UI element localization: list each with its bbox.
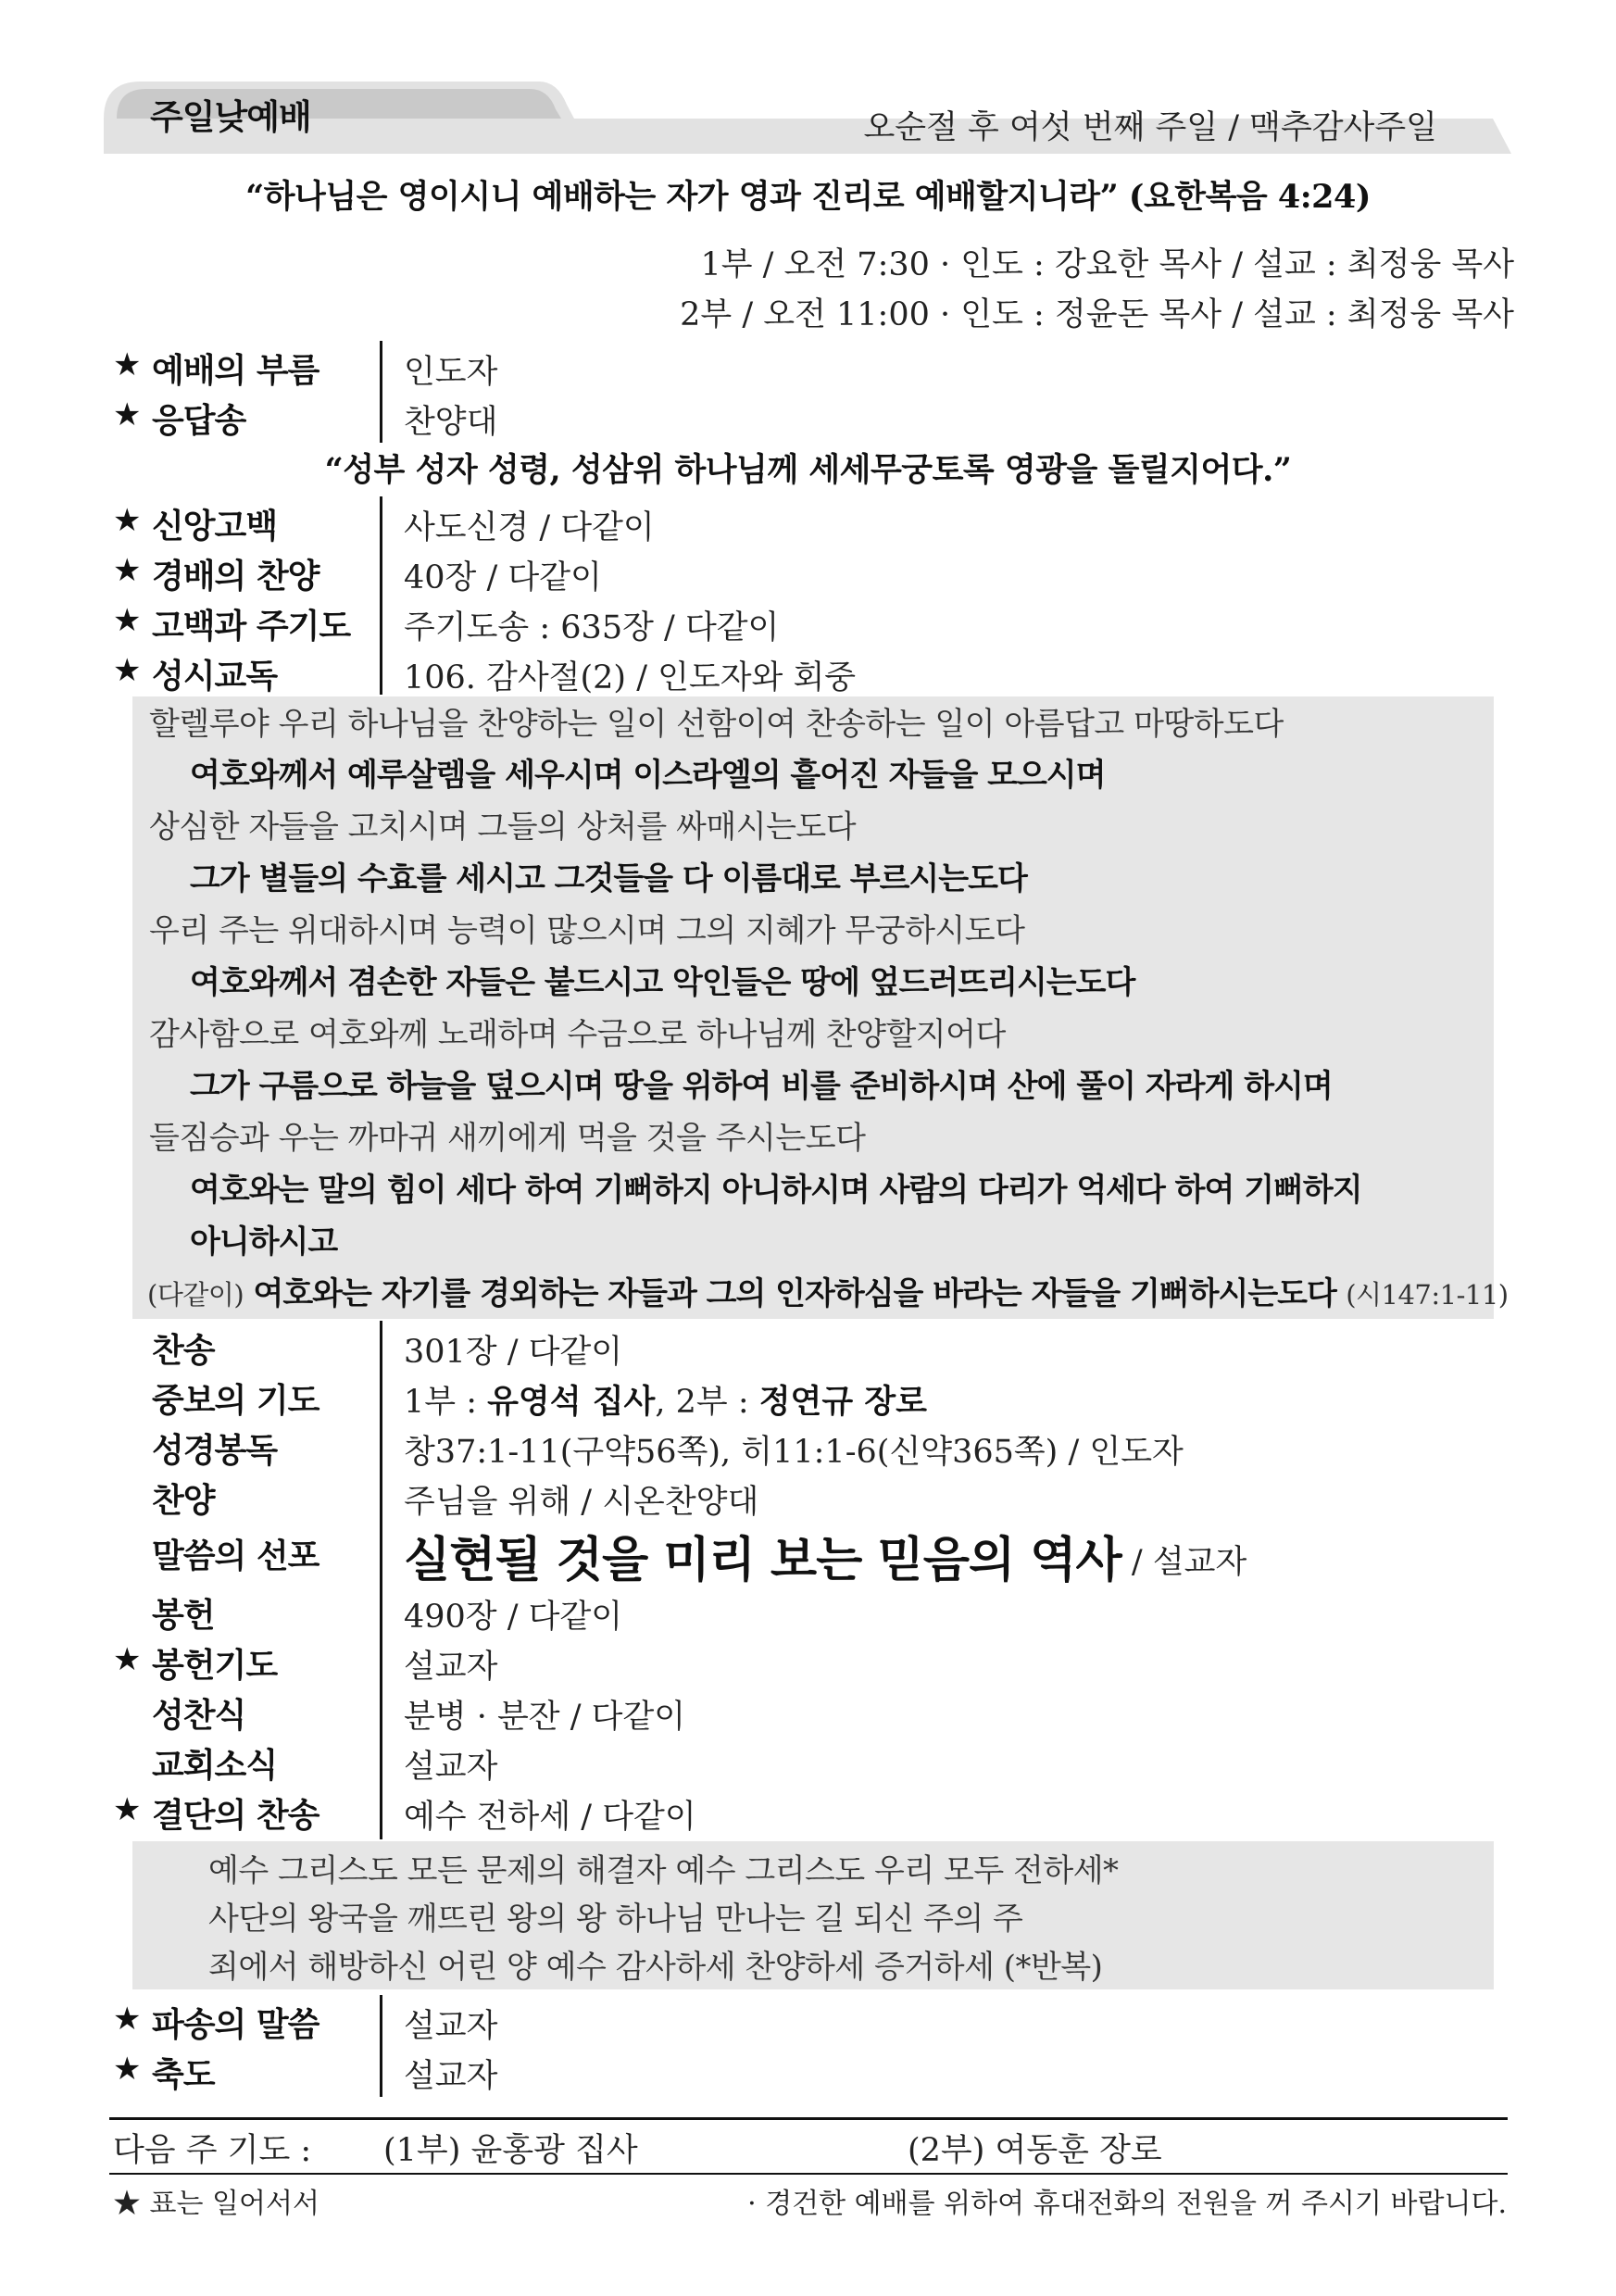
reading-line-congregation: 그가 별들의 수효를 세시고 그것들을 다 이름대로 부르시는도다 <box>190 860 1027 897</box>
order-label: 말씀의 선포 <box>152 1537 319 1575</box>
standing-star-icon: ★ <box>113 346 142 383</box>
prayer-leader-2: 정연규 장로 <box>758 1384 927 1421</box>
order-content: 40장 / 다같이 <box>404 559 602 596</box>
order-content: 주님을 위해 / 시온찬양대 <box>404 1484 759 1521</box>
order-label: 찬양 <box>152 1482 215 1520</box>
sermon-title: 실현될 것을 미리 보는 믿음의 역사 <box>404 1533 1121 1588</box>
page-title: 주일낮예배 <box>150 97 311 137</box>
standing-star-icon: ★ <box>113 552 142 589</box>
responsive-reading-box <box>132 696 1509 1319</box>
order-item <box>113 1371 1502 1421</box>
order-content: 분병 · 분잔 / 다같이 <box>404 1699 686 1736</box>
order-item <box>113 1786 1502 1836</box>
order-item-sermon <box>113 1524 1502 1588</box>
order-item <box>113 391 1502 441</box>
order-label: 응답송 <box>152 402 246 440</box>
standing-note: ★ 표는 일어서서 <box>113 2188 319 2220</box>
order-content: 106. 감사절(2) / 인도자와 회중 <box>404 659 857 696</box>
order-content: 예수 전하세 / 다같이 <box>404 1799 696 1836</box>
reading-reference: (시147:1-11) <box>1346 1279 1509 1311</box>
phone-note: · 경건한 예배를 위하여 휴대전화의 전원을 꺼 주시기 바랍니다. <box>747 2188 1507 2220</box>
order-content: 설교자 <box>404 1749 498 1786</box>
standing-star-icon: ★ <box>113 2051 142 2088</box>
order-content: 주기도송 : 635장 / 다같이 <box>404 609 780 646</box>
order-item <box>113 2045 1502 2095</box>
order-item <box>113 1586 1502 1636</box>
standing-star-icon: ★ <box>113 602 142 639</box>
order-label: 성시교독 <box>152 658 278 696</box>
reading-final-prefix: (다같이) <box>147 1279 244 1311</box>
standing-star-icon: ★ <box>113 2001 142 2038</box>
schedule-line-2: 2부 / 오전 11:00 · 인도 : 정윤돈 목사 / 설교 : 최정웅 목사 <box>680 296 1514 333</box>
order-label: 성찬식 <box>152 1697 246 1735</box>
schedule-line-1: 1부 / 오전 7:30 · 인도 : 강요한 목사 / 설교 : 최정웅 목사 <box>700 246 1514 283</box>
order-item <box>113 646 1502 696</box>
theme-verse: “하나님은 영이시니 예배하는 자가 영과 진리로 예배할지니라” (요한복음 4:24) <box>245 178 1371 216</box>
order-label: 축도 <box>152 2056 215 2094</box>
order-label: 경배의 찬양 <box>152 558 319 596</box>
next-week-prayer-2: (2부) 여동훈 장로 <box>908 2132 1162 2169</box>
order-label: 신앙고백 <box>152 508 278 546</box>
order-item <box>113 1995 1502 2045</box>
order-item <box>113 1321 1502 1371</box>
standing-star-icon: ★ <box>113 1791 142 1828</box>
order-label: 성경봉독 <box>152 1432 278 1470</box>
order-label: 예배의 부름 <box>152 352 319 390</box>
standing-star-icon: ★ <box>113 396 142 433</box>
standing-star-icon: ★ <box>113 1641 142 1678</box>
reading-line-leader: 우리 주는 위대하시며 능력이 많으시며 그의 지혜가 무궁하시도다 <box>149 912 1025 949</box>
next-week-prayer-1: (1부) 윤홍광 집사 <box>383 2132 638 2169</box>
page-subtitle: 오순절 후 여섯 번째 주일 / 맥추감사주일 <box>863 109 1437 146</box>
order-content <box>404 1521 1246 1590</box>
reading-line-leader: 감사함으로 여호와께 노래하며 수금으로 하나님께 찬양할지어다 <box>149 1016 1006 1053</box>
next-week-label: 다음 주 기도 : <box>113 2132 312 2169</box>
section-header <box>104 82 1511 156</box>
order-content: 인도자 <box>404 354 498 391</box>
order-item <box>113 496 1502 546</box>
reading-final-text: 여호와는 자기를 경외하는 자들과 그의 인자하심을 바라는 자들을 기뻐하시는도다 <box>253 1275 1336 1312</box>
order-content: 사도신경 / 다같이 <box>404 509 655 546</box>
reading-line-leader: 들짐승과 우는 까마귀 새끼에게 먹을 것을 주시는도다 <box>149 1120 866 1157</box>
order-item <box>113 1471 1502 1521</box>
footer-rule-top <box>109 2117 1508 2120</box>
reading-line-congregation: 그가 구름으로 하늘을 덮으시며 땅을 위하여 비를 준비하시며 산에 풀이 자라게 하시며 <box>190 1068 1333 1105</box>
order-content: 490장 / 다같이 <box>404 1599 623 1636</box>
order-content: 설교자 <box>404 2058 498 2095</box>
prayer-leader-1: 유영석 집사 <box>487 1384 656 1421</box>
order-label: 교회소식 <box>152 1747 278 1785</box>
hymn-lyric-line: 죄에서 해방하신 어린 양 예수 감사하세 찬양하세 증거하세 (*반복) <box>208 1949 1103 1986</box>
order-content: 설교자 <box>404 1649 498 1686</box>
footer-rule-bottom <box>109 2173 1508 2175</box>
standing-star-icon: ★ <box>113 652 142 689</box>
order-content: 설교자 <box>404 2008 498 2045</box>
order-item <box>113 341 1502 391</box>
order-content: 찬양대 <box>404 404 498 441</box>
reading-line-congregation: 여호와께서 예루살렘을 세우시며 이스라엘의 흩어진 자들을 모으시며 <box>190 757 1106 794</box>
prayer-part2-label: , 2부 : <box>655 1384 759 1421</box>
reading-line-congregation: 아니하시고 <box>190 1223 338 1261</box>
order-content <box>404 1376 927 1423</box>
reading-line-congregation: 여호와는 말의 힘이 세다 하여 기뻐하지 아니하시며 사람의 다리가 억세다 하여 기뻐하지 <box>190 1172 1362 1209</box>
scripture-reading: 창37:1-11(구약56쪽), 히11:1-6(신약365쪽) / 인도자 <box>404 1434 1184 1471</box>
sermon-speaker: / 설교자 <box>1121 1544 1247 1581</box>
order-label: 봉헌기도 <box>152 1647 278 1685</box>
order-item <box>113 1736 1502 1786</box>
doxology-text: “성부 성자 성령, 성삼위 하나님께 세세무궁토록 영광을 돌릴지어다.” <box>324 451 1292 489</box>
standing-star-icon: ★ <box>113 502 142 539</box>
prayer-part1-label: 1부 : <box>404 1384 488 1421</box>
order-item <box>113 546 1502 596</box>
order-content: 301장 / 다같이 <box>404 1334 623 1371</box>
hymn-lyric-line: 사단의 왕국을 깨뜨린 왕의 왕 하나님 만나는 길 되신 주의 주 <box>208 1901 1023 1938</box>
order-label: 파송의 말씀 <box>152 2006 319 2044</box>
reading-line-leader: 상심한 자들을 고치시며 그들의 상처를 싸매시는도다 <box>149 809 857 846</box>
reading-line-leader: 할렐루야 우리 하나님을 찬양하는 일이 선함이여 찬송하는 일이 아름답고 마땅하도다 <box>149 706 1284 743</box>
reading-line-congregation: 여호와께서 겸손한 자들은 붙드시고 악인들은 땅에 엎드러뜨리시는도다 <box>190 964 1135 1001</box>
order-label: 중보의 기도 <box>152 1382 319 1420</box>
order-label: 찬송 <box>152 1332 215 1370</box>
order-item <box>113 1421 1502 1471</box>
order-label: 결단의 찬송 <box>152 1797 319 1835</box>
order-item <box>113 596 1502 646</box>
hymn-lyric-line: 예수 그리스도 모든 문제의 해결자 예수 그리스도 우리 모두 전하세* <box>208 1852 1119 1889</box>
order-item <box>113 1686 1502 1736</box>
order-label: 봉헌 <box>152 1597 215 1635</box>
order-item <box>113 1636 1502 1686</box>
reading-line-final <box>147 1268 1509 1313</box>
hymn-lyrics-box <box>132 1841 1494 1989</box>
order-label: 고백과 주기도 <box>152 608 351 646</box>
